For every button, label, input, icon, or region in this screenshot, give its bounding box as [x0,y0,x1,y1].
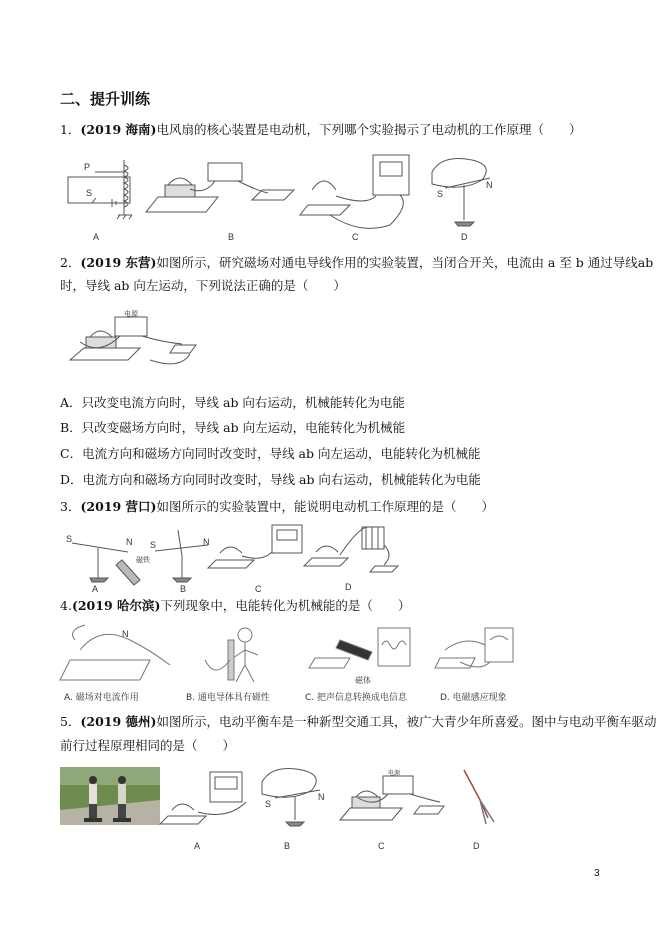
question-text: 如图所示，电动平衡车是一种新型交通工具，被广大青少年所喜爱。图中与电动平衡车驱动 [156,714,657,729]
question-number: 1． [60,122,81,137]
svg-text:N: N [122,629,129,639]
question-source: (2019 海南) [80,122,157,137]
q2-option-a: A．只改变电流方向时，导线 ab 向右运动，机械能转化为电能 [60,395,405,410]
question-number: 2． [60,255,81,270]
q2-option-b: B．只改变磁场方向时，导线 ab 向左运动，电能转化为机械能 [60,420,406,435]
svg-text:P: P [84,162,91,172]
q1-figure-a [68,160,132,219]
q3-figure-a [72,543,140,585]
q4-figure-d [435,628,513,668]
svg-text:S: S [86,188,93,198]
q3-label-d: D [345,582,352,592]
question-4 [60,597,410,615]
question-5-line-2: 前行过程原理相同的是（ ） [60,738,236,753]
svg-text:N: N [318,792,325,802]
q3-magnet-word: 磁铁 [136,557,150,564]
question-5-line-1 [60,713,656,731]
q1-figure-b [146,163,294,212]
q1-figure-c [300,155,409,228]
q5-label-c: C [378,841,385,851]
q5-label-b: B [284,841,291,851]
q2-option-d: D．电流方向和磁场方向同时改变时，导线 ab 向右运动，机械能转化为电能 [60,472,481,487]
q4-magnet-word: 磁体 [355,676,371,685]
svg-text:S: S [437,189,444,199]
q2-option-c: C．电流方向和磁场方向同时改变时，导线 ab 向左运动，电能转化为机械能 [60,446,481,461]
q1-label-d: D [461,232,468,242]
page-number: 3 [594,868,600,879]
q5-figure-b [262,769,320,827]
question-source: (2019 德州) [80,714,157,729]
q3-label-a: A [92,584,99,594]
question-source: (2019 哈尔滨) [71,598,161,613]
q4-figure-c [309,628,410,668]
question-source: (2019 东营) [80,255,157,270]
q3-figure-b [155,530,208,582]
svg-text:S: S [150,540,157,550]
question-number: 3． [60,499,81,514]
question-2-line-1 [60,254,653,272]
svg-text:N: N [126,537,133,547]
question-3 [60,498,494,516]
svg-text:N: N [203,537,210,547]
question-text: 如图所示的实验装置中，能说明电动机工作原理的是（ ） [156,499,494,514]
question-text: 下列现象中，电能转化为机械能的是（ ） [160,598,411,613]
question-text: 如图所示，研究磁场对通电导线作用的实验装置，当闭合开关，电流由 a 至 b 通过导线ab [156,255,654,270]
q1-label-c: C [352,232,359,242]
q4-figure-a [60,625,170,680]
svg-text:S: S [265,799,272,809]
question-number: 4. [60,598,72,613]
q1-label-a: A [93,232,100,242]
svg-text:S: S [66,534,73,544]
q5-figure-c [340,776,444,820]
q4-caption-b: B. 通电导体具有磁性 [186,693,270,703]
svg-text:电源: 电源 [124,311,138,318]
q4-caption-d: D. 电磁感应现象 [440,693,507,703]
section-title: 二、提升训练 [60,90,151,108]
question-text: 电风扇的核心装置是电动机，下列哪个实验揭示了电动机的工作原理（ ） [156,122,582,137]
question-source: (2019 营口) [80,499,157,514]
q3-label-b: B [180,584,187,594]
q3-figure-c [208,525,302,568]
q4-caption-c: C. 把声信息转换成电信息 [305,693,408,703]
question-2-line-2: 时，导线 ab 向左运动，下列说法正确的是（ ） [60,278,346,293]
q3-figure-d [304,527,398,572]
q3-label-c: C [255,584,262,594]
svg-text:N: N [486,180,493,190]
q5-figure-d [464,770,494,824]
q2-figure [70,317,196,364]
q1-label-b: B [228,232,235,242]
q5-label-d: D [473,841,480,851]
q5-figure-a [160,772,246,824]
question-number: 5． [60,714,81,729]
q5-label-a: A [194,841,201,851]
q4-caption-a: A. 磁场对电流作用 [64,693,139,703]
svg-text:电源: 电源 [388,771,401,777]
q4-figure-b [205,628,258,682]
